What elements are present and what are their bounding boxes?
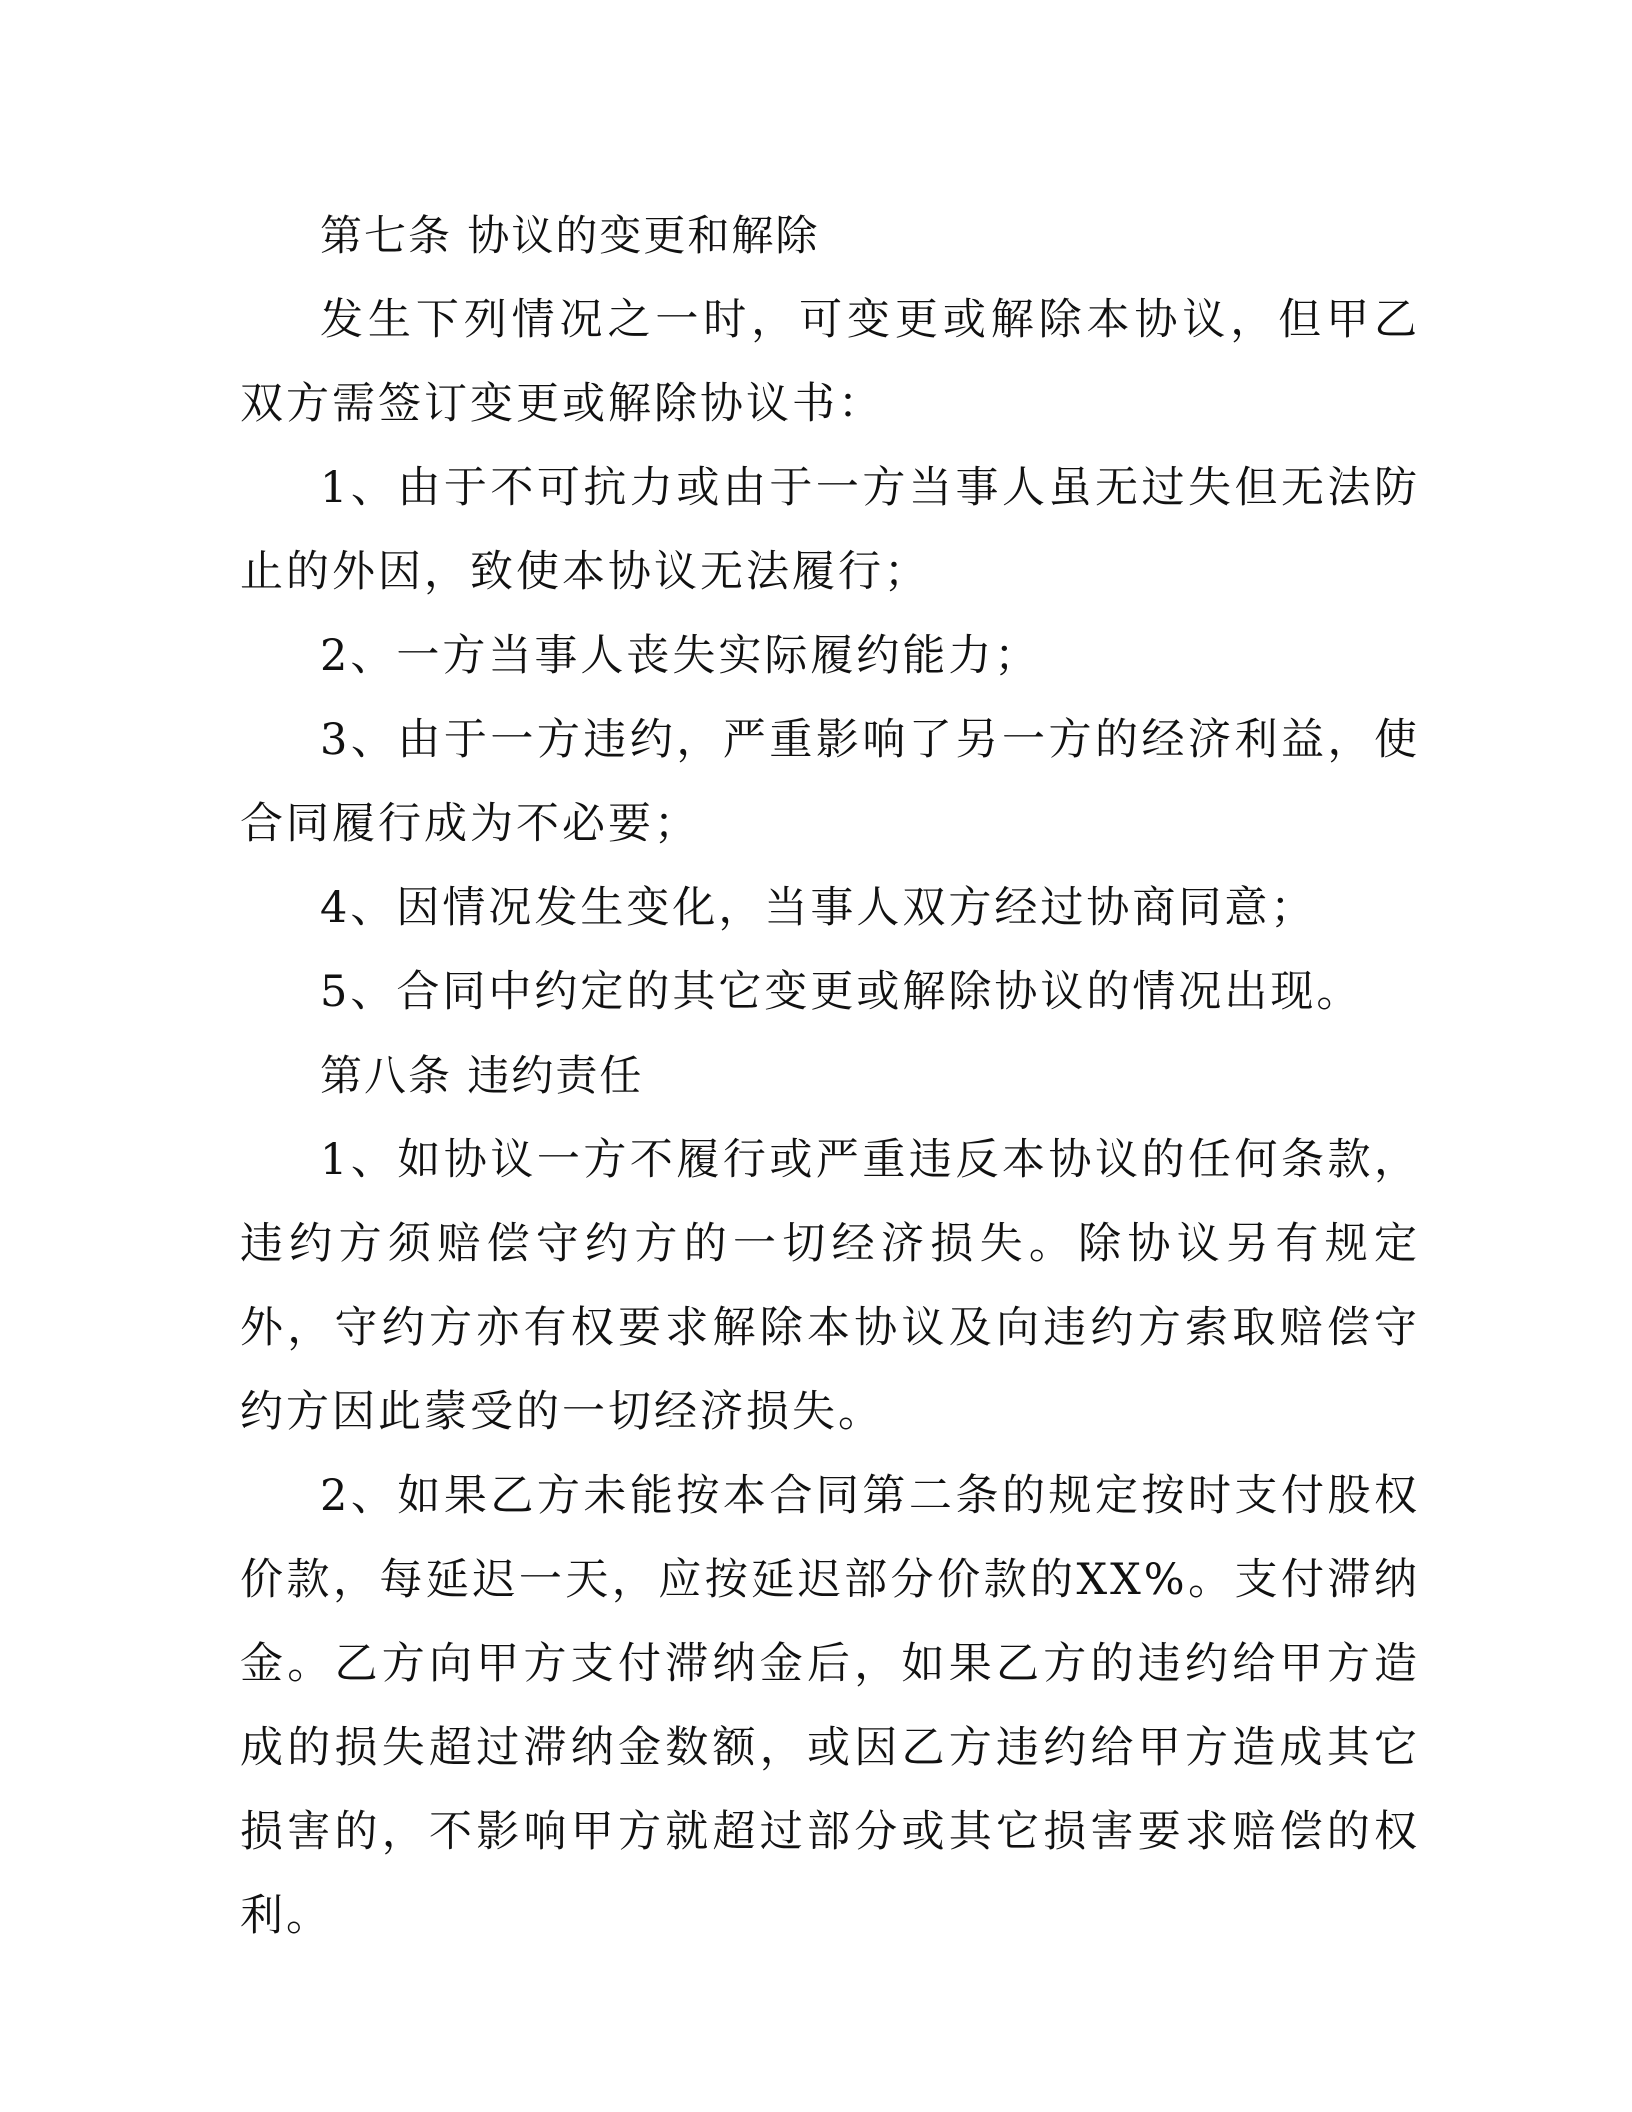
- article8-item-1: 1、如协议一方不履行或严重违反本协议的任何条款，违约方须赔偿守约方的一切经济损失。除协议另有规定外，守约方亦有权要求解除本协议及向违约方索取赔偿守约方因此蒙受的一切经济损失。: [240, 1135, 1420, 1437]
- article8-heading: 第八条 违约责任: [320, 1051, 644, 1100]
- article8-item-2: 2、如果乙方未能按本合同第二条的规定按时支付股权价款，每延迟一天，应按延迟部分价款的XX%。支付滞纳金。乙方向甲方支付滞纳金后，如果乙方的违约给甲方造成的损失超过滞纳金数额，或因乙方违约给甲方造成其它损害的，不影响甲方就超过部分或其它损害要求赔偿的权利。: [240, 1471, 1420, 1941]
- article7-intro: 发生下列情况之一时，可变更或解除本协议，但甲乙双方需签订变更或解除协议书：: [240, 295, 1420, 429]
- article7-item-4: 4、因情况发生变化，当事人双方经过协商同意；: [320, 883, 1317, 933]
- article7-item-1: 1、由于不可抗力或由于一方当事人虽无过失但无法防止的外因，致使本协议无法履行；: [240, 463, 1420, 597]
- article7-item-5: 5、合同中约定的其它变更或解除协议的情况出现。: [320, 967, 1363, 1017]
- article7-heading: 第七条 协议的变更和解除: [320, 211, 820, 260]
- article7-item-2: 2、一方当事人丧失实际履约能力；: [320, 631, 1041, 681]
- document-body: [240, 194, 1420, 1958]
- article7-item-3: 3、由于一方违约，严重影响了另一方的经济利益，使合同履行成为不必要；: [240, 715, 1420, 849]
